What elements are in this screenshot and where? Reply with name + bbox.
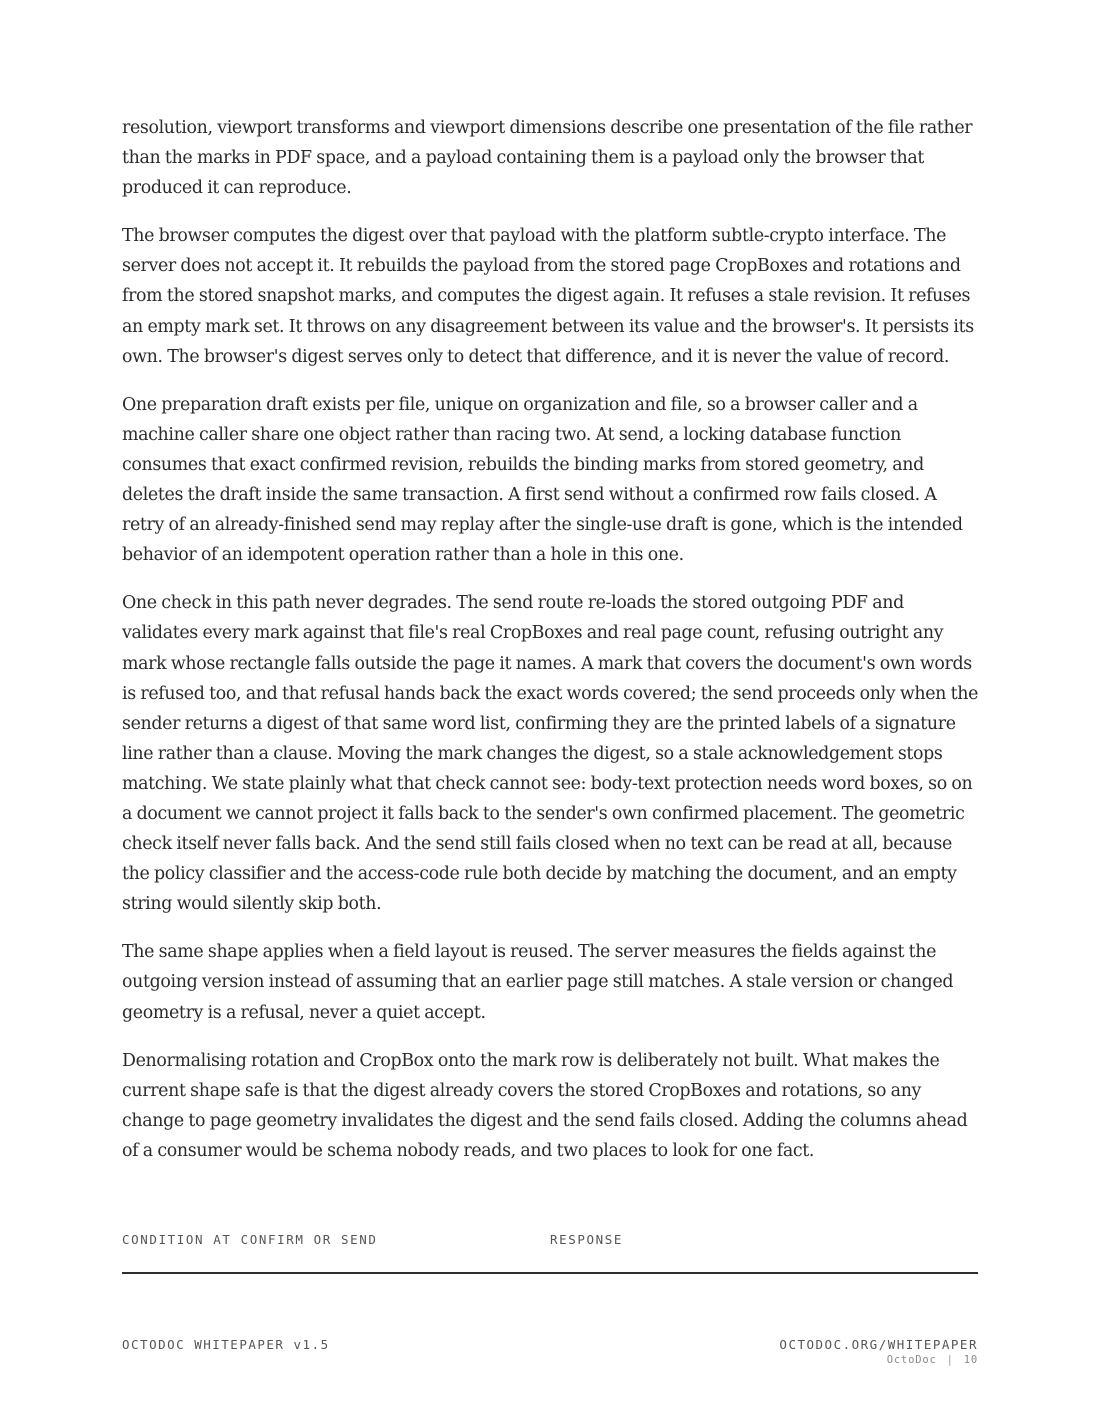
footer-url: OCTODOC.ORG/WHITEPAPER bbox=[779, 1337, 978, 1352]
paragraph: resolution, viewport transforms and viewport dimensions describe one presentation of the file rather than the marks in PDF space, and a payload containing them is a payload only the browser that produced it can reproduce. bbox=[122, 118, 973, 199]
footer-separator: | bbox=[946, 1354, 954, 1366]
table-header bbox=[122, 1230, 978, 1274]
footer-document-title: OCTODOC WHITEPAPER v1.5 bbox=[122, 1337, 330, 1352]
column-header-response: RESPONSE bbox=[550, 1232, 624, 1247]
paragraph: One check in this path never degrades. The send route re-loads the stored outgoing PDF and validates every mark against that file's real CropBoxes and real page count, refusing outright any mark whose rectangle falls outside the page it names. A mark that covers the document's own words is refused too, and that refusal hands back the exact words covered; the send proceeds only when the sender returns a digest of that same word list, confirming they are the printed labels of a signature line rather than a clause. Moving the mark changes the digest, so a stale acknowledgement stops matching. We state plainly what that check cannot see: body-text protection needs word boxes, so on a document we cannot project it falls back to the sender's own confirmed placement. The geometric check itself never falls back. And the send still fails closed when no text can be read at all, because the policy classifier and the access-code rule both decide by matching the document, and an empty string would silently skip both. bbox=[122, 593, 979, 915]
footer-right bbox=[779, 1337, 978, 1366]
paragraph: The same shape applies when a field layout is reused. The server measures the fields against the outgoing version instead of assuming that an earlier page still matches. A stale version or changed geometry is a refusal, never a quiet accept. bbox=[122, 942, 954, 1023]
page-number: 10 bbox=[963, 1354, 978, 1366]
column-header-condition: CONDITION AT CONFIRM OR SEND bbox=[122, 1232, 378, 1247]
footer-brand: OctoDoc bbox=[886, 1354, 937, 1366]
footer-page-meta bbox=[779, 1354, 978, 1366]
paragraph: Denormalising rotation and CropBox onto the mark row is deliberately not built. What makes the current shape safe is that the digest already covers the stored CropBoxes and rotations, so any change to page geometry invalidates the digest and the send fails closed. Adding the columns ahead of a consumer would be schema nobody reads, and two places to look for one fact. bbox=[122, 1050, 968, 1161]
paragraph: The browser computes the digest over that payload with the platform subtle-crypto interface. The server does not accept it. It rebuilds the payload from the stored page CropBoxes and rotations and from the stored snapshot marks, and computes the digest again. It refuses a stale revision. It refuses an empty mark set. It throws on any disagreement between its value and the browser's. It persists its own. The browser's digest serves only to detect that difference, and it is never the value of record. bbox=[122, 226, 974, 367]
document-body bbox=[122, 113, 980, 1184]
paragraph: One preparation draft exists per file, unique on organization and file, so a browser caller and a machine caller share one object rather than racing two. At send, a locking database function consumes that exact confirmed revision, rebuilds the binding marks from stored geometry, and deletes the draft inside the same transaction. A first send without a confirmed row fails closed. A retry of an already-finished send may replay after the single-use draft is gone, which is the intended behavior of an idempotent operation rather than a hole in this one. bbox=[122, 394, 963, 566]
